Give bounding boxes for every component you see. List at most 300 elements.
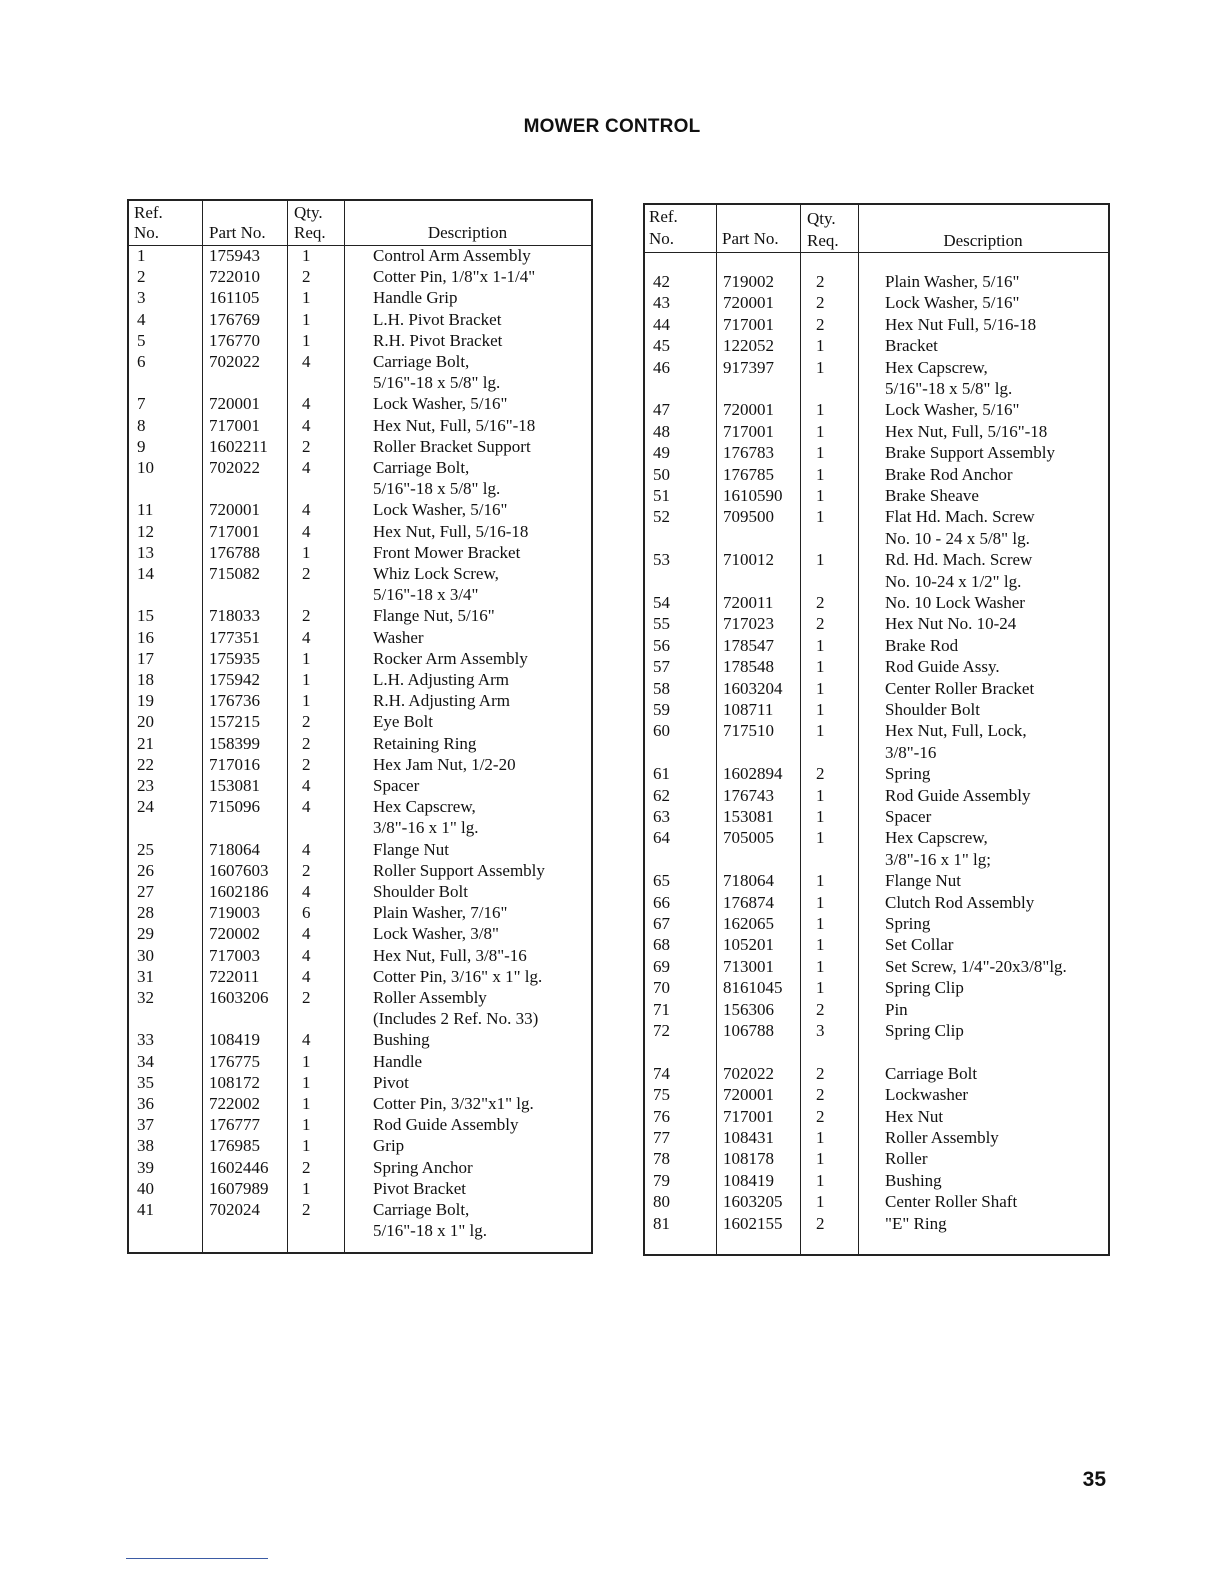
qty: 1 xyxy=(302,1051,311,1071)
part-no: 108431 xyxy=(723,1128,774,1147)
part-no: 720001 xyxy=(209,500,260,520)
qty: 1 xyxy=(302,670,311,689)
part-no: 720001 xyxy=(209,394,260,414)
header-description: Description xyxy=(943,231,1023,250)
qty: 1 xyxy=(302,288,311,308)
ref-no: 28 xyxy=(137,903,154,923)
qty: 1 xyxy=(816,700,825,719)
qty: 2 xyxy=(816,293,825,313)
description: Roller Assembly xyxy=(373,988,487,1007)
description: No. 10 - 24 x 5/8" lg. xyxy=(885,528,1030,548)
ref-no: 9 xyxy=(137,436,146,456)
ref-no: 62 xyxy=(653,785,670,805)
description: Flange Nut, 5/16" xyxy=(373,606,495,626)
description: Flat Hd. Mach. Screw xyxy=(885,507,1035,527)
description: 5/16"-18 x 5/8" lg. xyxy=(373,373,501,393)
ref-no: 76 xyxy=(653,1106,670,1126)
ref-no: 42 xyxy=(653,272,670,291)
description: R.H. Adjusting Arm xyxy=(373,691,510,711)
qty: 1 xyxy=(816,400,825,420)
qty: 1 xyxy=(302,1115,311,1135)
qty: 1 xyxy=(816,914,825,933)
description: Roller xyxy=(885,1149,928,1169)
description: Center Roller Bracket xyxy=(885,678,1035,698)
part-no: 108419 xyxy=(723,1170,774,1190)
part-no: 153081 xyxy=(723,807,774,826)
ref-no: 44 xyxy=(653,314,670,334)
part-no: 176743 xyxy=(723,785,774,805)
part-no: 161105 xyxy=(209,288,260,308)
part-no: 153081 xyxy=(209,776,260,795)
header-part-no: Part No. xyxy=(209,223,266,242)
part-no: 720001 xyxy=(723,400,774,420)
header-qty: Qty. xyxy=(294,203,323,222)
description: Cotter Pin, 3/16" x 1" lg. xyxy=(373,966,543,986)
description: No. 10 Lock Washer xyxy=(885,593,1025,612)
ref-no: 81 xyxy=(653,1213,670,1233)
part-no: 157215 xyxy=(209,712,260,732)
part-no: 1602186 xyxy=(209,882,269,901)
qty: 6 xyxy=(302,903,311,923)
description: Front Mower Bracket xyxy=(373,542,521,562)
ref-no: 12 xyxy=(137,521,154,541)
part-no: 122052 xyxy=(723,336,774,356)
ref-no: 71 xyxy=(653,999,670,1019)
qty: 1 xyxy=(302,648,311,668)
description: Rod Guide Assembly xyxy=(373,1115,519,1135)
qty: 2 xyxy=(302,733,311,753)
part-no: 108178 xyxy=(723,1149,774,1169)
qty: 4 xyxy=(302,839,311,859)
ref-no: 78 xyxy=(653,1149,670,1169)
part-no: 717023 xyxy=(723,614,774,634)
ref-no: 77 xyxy=(653,1128,670,1147)
ref-no: 50 xyxy=(653,464,670,484)
description: 3/8"-16 xyxy=(885,742,937,762)
part-no: 162065 xyxy=(723,914,774,933)
qty: 4 xyxy=(302,1030,311,1050)
description: Clutch Rod Assembly xyxy=(885,892,1035,912)
ref-no: 70 xyxy=(653,978,670,998)
qty: 1 xyxy=(816,421,825,441)
description: Brake Sheave xyxy=(885,486,979,505)
ref-no: 3 xyxy=(137,288,146,308)
parts-table-left xyxy=(127,199,593,1254)
ref-no: 54 xyxy=(653,593,670,612)
qty: 1 xyxy=(816,336,825,356)
part-no: 175942 xyxy=(209,670,260,689)
ref-no: 64 xyxy=(653,828,670,848)
description: Shoulder Bolt xyxy=(373,882,468,901)
ref-no: 68 xyxy=(653,935,670,955)
qty: 2 xyxy=(302,564,311,583)
description: Hex Capscrew, xyxy=(885,357,988,377)
qty: 2 xyxy=(816,614,825,634)
qty: 1 xyxy=(816,507,825,527)
description: Bushing xyxy=(373,1030,430,1050)
ref-no: 25 xyxy=(137,839,154,859)
part-no: 719003 xyxy=(209,903,260,923)
description: Set Screw, 1/4"-20x3/8"lg. xyxy=(885,956,1067,976)
part-no: 178548 xyxy=(723,657,774,677)
ref-no: 39 xyxy=(137,1157,154,1177)
description: Control Arm Assembly xyxy=(373,246,531,265)
ref-no: 13 xyxy=(137,542,154,562)
description: Hex Nut, Full, 5/16"-18 xyxy=(885,421,1048,441)
header-qty: Qty. xyxy=(807,209,836,228)
qty: 4 xyxy=(302,882,311,901)
qty: 4 xyxy=(302,966,311,986)
description: Hex Nut xyxy=(885,1106,944,1126)
ref-no: 51 xyxy=(653,486,670,505)
description: Spring xyxy=(885,764,931,784)
description: Brake Rod Anchor xyxy=(885,464,1013,484)
ref-no: 74 xyxy=(653,1063,670,1083)
description: 3/8"-16 x 1" lg; xyxy=(885,849,991,869)
qty: 1 xyxy=(816,721,825,741)
qty: 2 xyxy=(816,999,825,1019)
qty: 1 xyxy=(816,785,825,805)
part-no: 720001 xyxy=(723,1085,774,1105)
description: Hex Nut, Full, 5/16"-18 xyxy=(373,415,536,435)
description: Washer xyxy=(373,627,424,647)
part-no: 715096 xyxy=(209,797,260,817)
description: Lockwasher xyxy=(885,1085,969,1105)
ref-no: 60 xyxy=(653,721,670,741)
description: Bracket xyxy=(885,336,938,356)
qty: 4 xyxy=(302,924,311,944)
part-no: 1603205 xyxy=(723,1192,783,1212)
description: Shoulder Bolt xyxy=(885,700,980,719)
qty: 2 xyxy=(302,1200,311,1219)
qty: 1 xyxy=(302,246,311,265)
part-no: 176788 xyxy=(209,542,260,562)
qty: 1 xyxy=(302,1136,311,1156)
description: Hex Capscrew, xyxy=(373,797,476,817)
ref-no: 72 xyxy=(653,1021,670,1040)
description: Spring Anchor xyxy=(373,1157,473,1177)
ref-no: 24 xyxy=(137,797,154,817)
description: Roller Assembly xyxy=(885,1128,999,1147)
part-no: 176783 xyxy=(723,443,774,463)
ref-no: 19 xyxy=(137,691,154,711)
description: 5/16"-18 x 1" lg. xyxy=(373,1221,487,1241)
part-no: 175943 xyxy=(209,246,260,265)
ref-no: 10 xyxy=(137,458,154,477)
qty: 1 xyxy=(816,443,825,463)
ref-no: 16 xyxy=(137,627,154,647)
description: Carriage Bolt xyxy=(885,1063,978,1083)
ref-no: 22 xyxy=(137,754,154,774)
description: Spring Clip xyxy=(885,978,964,998)
qty: 1 xyxy=(302,330,311,350)
part-no: 156306 xyxy=(723,999,774,1019)
ref-no: 2 xyxy=(137,267,146,287)
part-no: 176775 xyxy=(209,1051,260,1071)
description: Plain Washer, 5/16" xyxy=(885,272,1020,291)
qty: 1 xyxy=(816,935,825,955)
description: Rod Guide Assembly xyxy=(885,785,1031,805)
ref-no: 49 xyxy=(653,443,670,463)
description: 3/8"-16 x 1" lg. xyxy=(373,818,479,838)
qty: 4 xyxy=(302,352,311,371)
description: Rd. Hd. Mach. Screw xyxy=(885,550,1033,570)
qty: 1 xyxy=(816,550,825,570)
ref-no: 36 xyxy=(137,1094,154,1113)
part-no: 722010 xyxy=(209,267,260,287)
part-no: 108419 xyxy=(209,1030,260,1050)
ref-no: 8 xyxy=(137,415,146,435)
description: Spring Clip xyxy=(885,1021,964,1040)
ref-no: 14 xyxy=(137,564,154,583)
ref-no: 18 xyxy=(137,670,154,689)
part-no: 106788 xyxy=(723,1021,774,1040)
description: Roller Bracket Support xyxy=(373,436,531,456)
ref-no: 35 xyxy=(137,1072,154,1092)
description: Pivot Bracket xyxy=(373,1178,467,1198)
part-no: 176769 xyxy=(209,309,260,329)
description: Carriage Bolt, xyxy=(373,458,470,477)
ref-no: 66 xyxy=(653,892,670,912)
part-no: 178547 xyxy=(723,635,774,655)
part-no: 8161045 xyxy=(723,978,783,998)
description: L.H. Pivot Bracket xyxy=(373,309,502,329)
part-no: 717003 xyxy=(209,945,260,965)
ref-no: 29 xyxy=(137,924,154,944)
description: Center Roller Shaft xyxy=(885,1192,1018,1212)
header-ref: Ref. xyxy=(649,207,678,226)
ref-no: 79 xyxy=(653,1170,670,1190)
ref-no: 43 xyxy=(653,293,670,313)
part-no: 717001 xyxy=(209,521,260,541)
part-no: 1607989 xyxy=(209,1178,269,1198)
qty: 4 xyxy=(302,627,311,647)
qty: 2 xyxy=(816,1106,825,1126)
description: Rocker Arm Assembly xyxy=(373,648,528,668)
ref-no: 20 xyxy=(137,712,154,732)
description: Hex Nut, Full, Lock, xyxy=(885,721,1027,741)
qty: 1 xyxy=(816,357,825,377)
description: Whiz Lock Screw, xyxy=(373,564,499,583)
qty: 4 xyxy=(302,776,311,795)
qty: 1 xyxy=(816,1170,825,1190)
part-no: 702022 xyxy=(209,352,260,371)
qty: 2 xyxy=(816,1085,825,1105)
qty: 2 xyxy=(302,606,311,626)
part-no: 1602894 xyxy=(723,764,783,784)
part-no: 175935 xyxy=(209,648,260,668)
description: Cotter Pin, 1/8"x 1-1/4" xyxy=(373,267,536,287)
qty: 1 xyxy=(816,464,825,484)
ref-no: 33 xyxy=(137,1030,154,1050)
ref-no: 48 xyxy=(653,421,670,441)
description: 5/16"-18 x 3/4" xyxy=(373,585,479,605)
qty: 1 xyxy=(816,956,825,976)
description: Lock Washer, 5/16" xyxy=(885,400,1020,420)
ref-no: 61 xyxy=(653,764,670,784)
qty: 2 xyxy=(302,267,311,287)
ref-no: 59 xyxy=(653,700,670,719)
parts-table-right xyxy=(643,203,1110,1256)
description: (Includes 2 Ref. No. 33) xyxy=(373,1009,539,1029)
ref-no: 75 xyxy=(653,1085,670,1105)
part-no: 717001 xyxy=(209,415,260,435)
page-title: MOWER CONTROL xyxy=(523,116,701,137)
description: Eye Bolt xyxy=(373,712,433,732)
ref-no: 15 xyxy=(137,606,154,626)
ref-no: 40 xyxy=(137,1178,154,1198)
description: Flange Nut xyxy=(885,871,962,891)
ref-no: 45 xyxy=(653,336,670,356)
qty: 4 xyxy=(302,500,311,520)
description: 5/16"-18 x 5/8" lg. xyxy=(885,379,1013,398)
qty: 2 xyxy=(816,1213,825,1233)
part-no: 177351 xyxy=(209,627,260,647)
qty: 1 xyxy=(816,828,825,848)
header-part-no: Part No. xyxy=(722,229,779,248)
part-no: 720001 xyxy=(723,293,774,313)
part-no: 717001 xyxy=(723,314,774,334)
part-no: 176785 xyxy=(723,464,774,484)
qty: 1 xyxy=(816,1192,825,1212)
description: L.H. Adjusting Arm xyxy=(373,670,510,689)
qty: 4 xyxy=(302,394,311,414)
header-qty-req: Req. xyxy=(807,231,839,250)
part-no: 717001 xyxy=(723,421,774,441)
description: Rod Guide Assy. xyxy=(885,657,1000,677)
part-no: 1602155 xyxy=(723,1213,783,1233)
ref-no: 63 xyxy=(653,807,670,826)
qty: 1 xyxy=(816,657,825,677)
ref-no: 5 xyxy=(137,330,146,350)
part-no: 718033 xyxy=(209,606,260,626)
qty: 2 xyxy=(302,860,311,880)
qty: 1 xyxy=(816,807,825,826)
description: Roller Support Assembly xyxy=(373,860,545,880)
part-no: 1603206 xyxy=(209,988,269,1007)
qty: 4 xyxy=(302,945,311,965)
part-no: 717001 xyxy=(723,1106,774,1126)
ref-no: 34 xyxy=(137,1051,154,1071)
ref-no: 27 xyxy=(137,882,154,901)
part-no: 176770 xyxy=(209,330,260,350)
description: Lock Washer, 5/16" xyxy=(885,293,1020,313)
description: Set Collar xyxy=(885,935,954,955)
ref-no: 32 xyxy=(137,988,154,1007)
ref-no: 58 xyxy=(653,678,670,698)
qty: 2 xyxy=(302,436,311,456)
part-no: 720002 xyxy=(209,924,260,944)
part-no: 176736 xyxy=(209,691,260,711)
description: Lock Washer, 3/8" xyxy=(373,924,499,944)
part-no: 702022 xyxy=(209,458,260,477)
qty: 1 xyxy=(302,1094,311,1113)
description: Plain Washer, 7/16" xyxy=(373,903,508,923)
ref-no: 41 xyxy=(137,1200,154,1219)
part-no: 1610590 xyxy=(723,486,783,505)
description: Lock Washer, 5/16" xyxy=(373,394,508,414)
part-no: 715082 xyxy=(209,564,260,583)
qty: 1 xyxy=(816,978,825,998)
ref-no: 6 xyxy=(137,352,146,371)
description: No. 10-24 x 1/2" lg. xyxy=(885,571,1022,591)
ref-no: 46 xyxy=(653,357,670,377)
qty: 2 xyxy=(816,593,825,612)
qty: 2 xyxy=(816,314,825,334)
qty: 1 xyxy=(816,678,825,698)
part-no: 705005 xyxy=(723,828,774,848)
header-qty-req: Req. xyxy=(294,223,326,242)
description: "E" Ring xyxy=(885,1213,947,1233)
qty: 1 xyxy=(816,635,825,655)
part-no: 176874 xyxy=(723,892,774,912)
qty: 2 xyxy=(302,712,311,732)
part-no: 176777 xyxy=(209,1115,260,1135)
ref-no: 38 xyxy=(137,1136,154,1156)
part-no: 1603204 xyxy=(723,678,783,698)
ref-no: 65 xyxy=(653,871,670,891)
description: Hex Nut, Full, 5/16-18 xyxy=(373,521,529,541)
description: Hex Capscrew, xyxy=(885,828,988,848)
part-no: 719002 xyxy=(723,272,774,291)
description: Spacer xyxy=(373,776,420,795)
qty: 2 xyxy=(816,272,825,291)
ref-no: 80 xyxy=(653,1192,670,1212)
qty: 3 xyxy=(816,1021,825,1040)
part-no: 158399 xyxy=(209,733,260,753)
header-ref: Ref. xyxy=(134,203,163,222)
ref-no: 53 xyxy=(653,550,670,570)
header-ref-no: No. xyxy=(649,229,675,248)
description: Cotter Pin, 3/32"x1" lg. xyxy=(373,1094,534,1113)
ref-no: 31 xyxy=(137,966,154,986)
part-no: 709500 xyxy=(723,507,774,527)
part-no: 718064 xyxy=(209,839,260,859)
ref-no: 11 xyxy=(137,500,154,520)
part-no: 1602446 xyxy=(209,1157,269,1177)
qty: 4 xyxy=(302,521,311,541)
qty: 2 xyxy=(302,754,311,774)
description: Flange Nut xyxy=(373,839,450,859)
part-no: 108711 xyxy=(723,700,774,719)
description: Spacer xyxy=(885,807,932,826)
description: Retaining Ring xyxy=(373,733,477,753)
ref-no: 47 xyxy=(653,400,670,420)
part-no: 713001 xyxy=(723,956,774,976)
ref-no: 17 xyxy=(137,648,154,668)
ref-no: 37 xyxy=(137,1115,154,1135)
part-no: 702024 xyxy=(209,1200,260,1219)
description: Pin xyxy=(885,999,908,1019)
part-no: 720011 xyxy=(723,593,774,612)
description: Handle xyxy=(373,1051,423,1071)
ref-no: 55 xyxy=(653,614,670,634)
qty: 1 xyxy=(302,309,311,329)
description: Hex Nut Full, 5/16-18 xyxy=(885,314,1037,334)
part-no: 105201 xyxy=(723,935,774,955)
description: Spring xyxy=(885,914,931,933)
description: Carriage Bolt, xyxy=(373,352,470,371)
part-no: 718064 xyxy=(723,871,774,891)
qty: 1 xyxy=(302,691,311,711)
part-no: 702022 xyxy=(723,1063,774,1083)
qty: 2 xyxy=(302,988,311,1007)
part-no: 917397 xyxy=(723,357,774,377)
qty: 1 xyxy=(816,871,825,891)
ref-no: 67 xyxy=(653,914,670,933)
header-ref-no: No. xyxy=(134,223,160,242)
ref-no: 57 xyxy=(653,657,670,677)
